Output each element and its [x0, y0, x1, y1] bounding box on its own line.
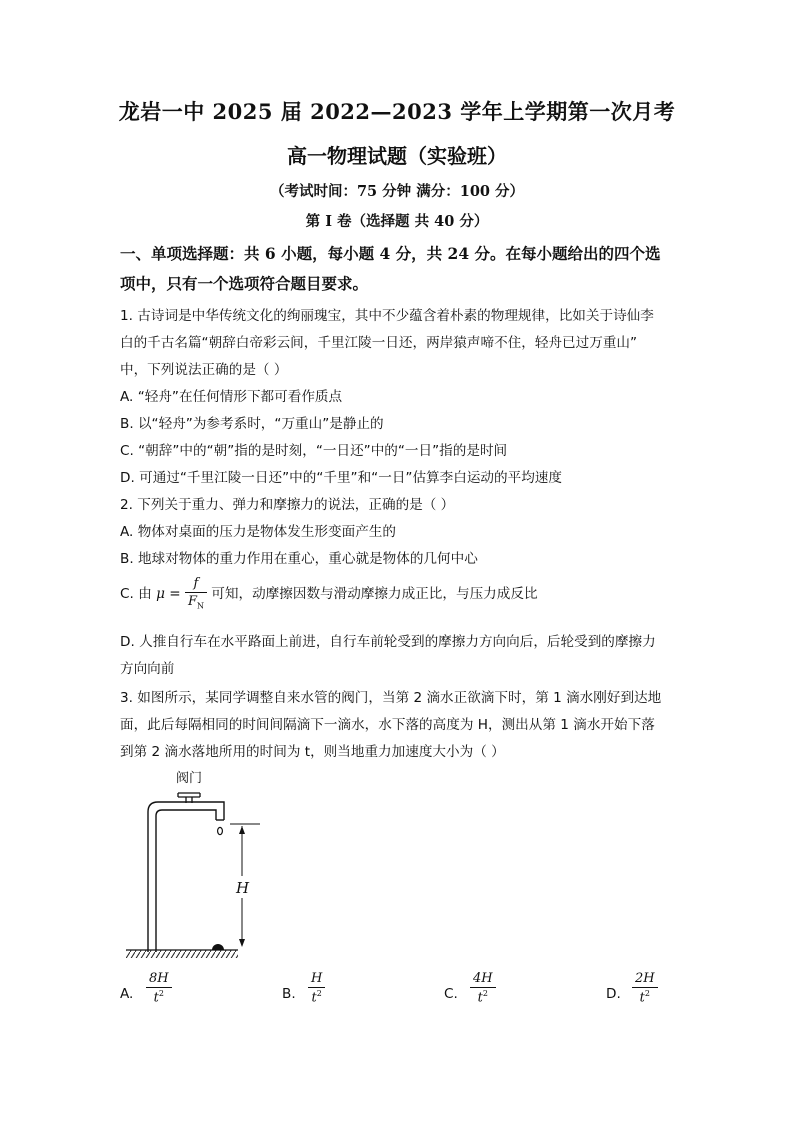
- q1-option-c: C. “朝辞”中的“朝”指的是时刻，“一日还”中的“一日”指的是时间: [120, 443, 508, 459]
- q3-option-b-fraction: $\frac{H}{t^2}$: [308, 972, 325, 1004]
- q2-option-c-prefix: C. 由: [120, 585, 152, 602]
- q3-option-d-label: D.: [606, 986, 621, 1002]
- faucet-diagram: [120, 768, 280, 968]
- height-arrow-down: [239, 939, 245, 947]
- q2-stem: 2. 下列关于重力、弹力和摩擦力的说法，正确的是（ ）: [120, 497, 455, 513]
- exam-subtitle: 高一物理试题（实验班）: [287, 144, 507, 168]
- q2-option-d-line1: D. 人推自行车在水平路面上前进，自行车前轮受到的摩擦力方向向后，后轮受到的摩擦力: [120, 634, 656, 650]
- height-arrow-up: [239, 826, 245, 834]
- q1-stem-line3: 中，下列说法正确的是（ ）: [120, 362, 288, 378]
- q3-option-c-fraction: $\frac{4H}{t^2}$: [470, 972, 496, 1004]
- section-heading-line2: 项中，只有一个选项符合题目要求。: [120, 274, 369, 293]
- q1-option-a: A. “轻舟”在任何情形下都可看作质点: [120, 389, 343, 405]
- exam-info: （考试时间：75 分钟 满分：100 分）: [269, 183, 525, 200]
- q2-option-c-suffix: 可知，动摩擦因数与滑动摩擦力成正比，与压力成反比: [211, 585, 538, 602]
- friction-coefficient-fraction: [185, 577, 207, 611]
- water-drop-ground: [212, 944, 224, 950]
- q2-option-c: [120, 577, 538, 611]
- q3-option-d-fraction: $\frac{2H}{t^2}$: [632, 972, 658, 1004]
- exam-title: 龙岩一中 2025 届 2022—2023 学年上学期第一次月考: [118, 99, 676, 124]
- mu-symbol: μ =: [156, 585, 181, 602]
- fraction-numerator: f: [185, 577, 207, 593]
- q3-stem-line1: 3. 如图所示，某同学调整自来水管的阀门，当第 2 滴水正欲滴下时，第 1 滴水刚好到达地: [120, 690, 662, 706]
- pipe-outer: [148, 802, 224, 952]
- q3-option-a-fraction: $\frac{8H}{t^2}$: [146, 972, 172, 1004]
- q3-option-c-label: C.: [444, 986, 458, 1002]
- part-heading: 第 I 卷（选择题 共 40 分）: [305, 213, 489, 230]
- section-heading-line1: 一、单项选择题：共 6 小题，每小题 4 分，共 24 分。在每小题给出的四个选: [120, 244, 661, 263]
- q3-option-b-label: B.: [282, 986, 296, 1002]
- ground-hatch: [126, 950, 238, 958]
- q2-option-b: B. 地球对物体的重力作用在重心，重心就是物体的几何中心: [120, 551, 478, 567]
- pipe-inner: [156, 810, 216, 952]
- water-drop-top: [218, 827, 223, 834]
- q1-option-b: B. 以“轻舟”为参考系时，“万重山”是静止的: [120, 416, 384, 432]
- faucet-figure: [120, 768, 280, 972]
- fraction-denominator: $F_N$: [187, 594, 204, 611]
- q3-option-a-label: A.: [120, 986, 134, 1002]
- q2-option-d-line2: 方向向前: [120, 661, 175, 677]
- height-label: H: [236, 879, 250, 897]
- valve-label: 阀门: [176, 771, 203, 786]
- q1-stem-line1: 1. 古诗词是中华传统文化的绚丽瑰宝，其中不少蕴含着朴素的物理规律，比如关于诗仙李: [120, 308, 654, 324]
- q1-option-d: D. 可通过“千里江陵一日还”中的“千里”和“一日”估算李白运动的平均速度: [120, 470, 562, 486]
- q3-stem-line3: 到第 2 滴水落地所用的时间为 t，则当地重力加速度大小为（ ）: [120, 744, 505, 760]
- q3-stem-line2: 面，此后每隔相同的时间间隔滴下一滴水，水下落的高度为 H，测出从第 1 滴水开始下落: [120, 717, 655, 733]
- q2-option-a: A. 物体对桌面的压力是物体发生形变面产生的: [120, 524, 396, 540]
- q1-stem-line2: 白的千古名篇“朝辞白帝彩云间，千里江陵一日还，两岸猿声啼不住，轻舟已过万重山”: [120, 335, 638, 351]
